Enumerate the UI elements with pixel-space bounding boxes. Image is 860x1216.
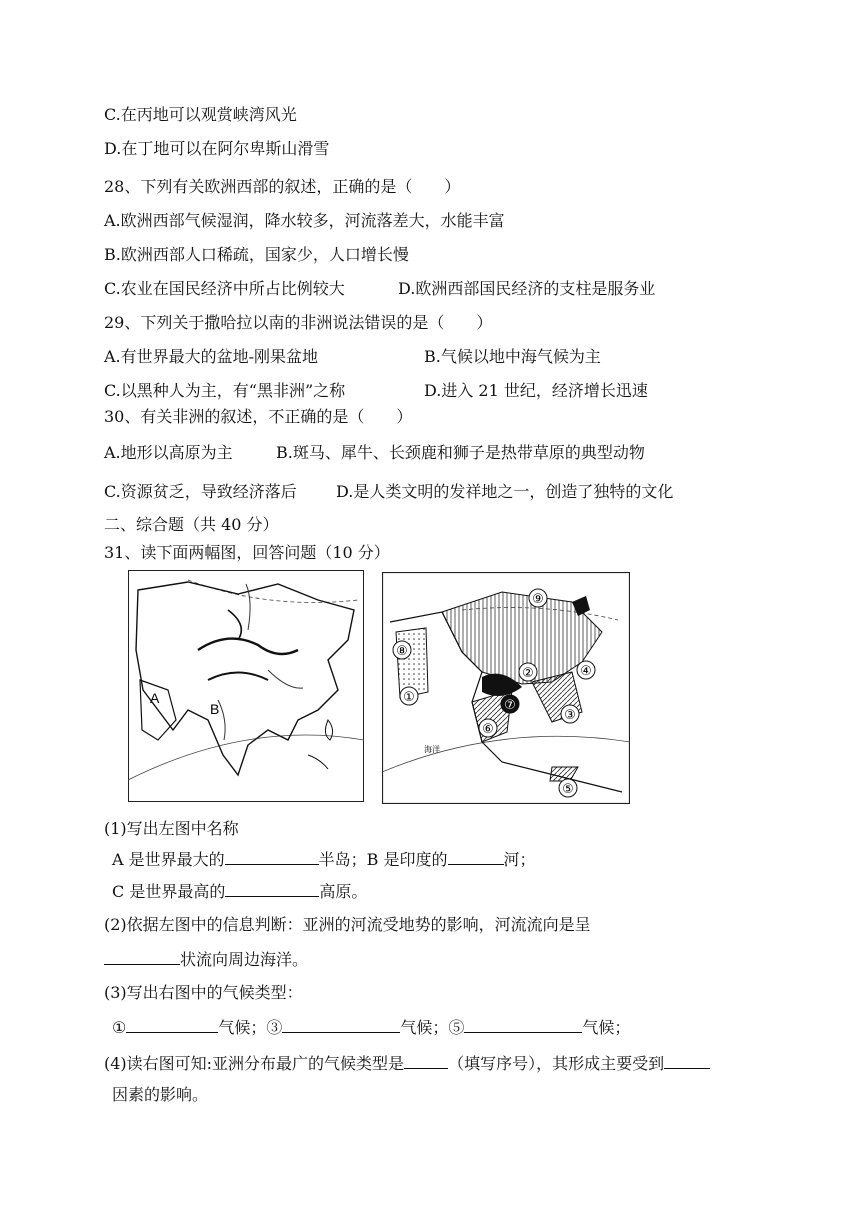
q31-part1-line-c: C 是世界最高的 高原。 bbox=[112, 882, 368, 901]
q29-stem: 29、下列关于撒哈拉以南的非洲说法错误的是（ ） bbox=[104, 313, 493, 332]
q29-option-c: C.以黑种人为主，有“黑非洲”之称 bbox=[104, 381, 346, 400]
q28-option-c: C.农业在国民经济中所占比例较大 bbox=[104, 279, 345, 298]
q30-option-b: B.斑马、犀牛、长颈鹿和狮子是热带草原的典型动物 bbox=[276, 443, 645, 462]
q30-option-d: D.是人类文明的发祥地之一，创造了独特的文化 bbox=[336, 482, 674, 501]
marker-5: ⑤ bbox=[562, 782, 574, 797]
q28-option-a: A.欧洲西部气候湿润，降水较多，河流落差大，水能丰富 bbox=[104, 211, 505, 230]
marker-7: ⑦ bbox=[504, 698, 516, 713]
q31-part4-line2: 因素的影响。 bbox=[112, 1085, 209, 1104]
q29-option-a: A.有世界最大的盆地-刚果盆地 bbox=[104, 347, 319, 366]
answer-blank-climate-3[interactable] bbox=[282, 1016, 400, 1033]
marker-1: ① bbox=[403, 690, 415, 705]
answer-blank-climate-5[interactable] bbox=[464, 1016, 582, 1033]
marker-6: ⑥ bbox=[482, 722, 494, 737]
q31-part2-line1: (2)依据左图中的信息判断：亚洲的河流受地势的影响，河流流向是呈 bbox=[104, 915, 591, 934]
q30-stem: 30、有关非洲的叙述，不正确的是（ ） bbox=[104, 407, 413, 426]
section-heading: 二、综合题（共 40 分） bbox=[104, 515, 279, 534]
q31-part4-line1: (4)读右图可知:亚洲分布最广的气候类型是 （填写序号），其形成主要受到 bbox=[104, 1052, 710, 1075]
answer-blank-c[interactable] bbox=[225, 880, 319, 897]
q27-option-d: D.在丁地可以在阿尔卑斯山滑雪 bbox=[104, 139, 330, 158]
marker-9: ⑨ bbox=[532, 592, 544, 607]
q31-part2-line2: 状流向周边海洋。 bbox=[104, 948, 308, 971]
q29-option-d: D.进入 21 世纪，经济增长迅速 bbox=[424, 381, 648, 400]
marker-2: ② bbox=[522, 666, 534, 681]
q29-option-b: B.气候以地中海气候为主 bbox=[424, 347, 601, 366]
answer-blank-a[interactable] bbox=[225, 848, 319, 865]
marker-8: ⑧ bbox=[396, 644, 408, 659]
q30-option-a: A.地形以高原为主 bbox=[104, 443, 233, 462]
sea-label: 海洋 bbox=[424, 745, 440, 754]
answer-blank-factor[interactable] bbox=[664, 1052, 710, 1069]
q31-part1-title: (1)写出左图中名称 bbox=[104, 819, 239, 838]
answer-blank-climate-1[interactable] bbox=[126, 1016, 218, 1033]
asia-relief-map bbox=[128, 570, 364, 802]
q31-part1-line-a: A 是世界最大的 半岛；B 是印度的 河； bbox=[112, 850, 536, 869]
q28-stem: 28、下列有关欧洲西部的叙述，正确的是（ ） bbox=[104, 177, 461, 196]
q31-part3-title: (3)写出右图中的气候类型： bbox=[104, 983, 303, 1002]
asia-climate-map bbox=[382, 572, 630, 804]
answer-blank-b[interactable] bbox=[448, 848, 504, 865]
label-a: A bbox=[150, 690, 160, 706]
marker-3: ③ bbox=[564, 708, 576, 723]
answer-blank-river-pattern[interactable] bbox=[104, 948, 180, 965]
q28-option-b: B.欧洲西部人口稀疏，国家少，人口增长慢 bbox=[104, 245, 409, 264]
answer-blank-widest-climate[interactable] bbox=[404, 1052, 448, 1069]
label-b: B bbox=[210, 701, 220, 717]
q31-part3-answers: ① 气候；③ 气候；⑤ 气候； bbox=[112, 1018, 631, 1037]
marker-4: ④ bbox=[580, 664, 592, 679]
q31-stem: 31、读下面两幅图，回答问题（10 分） bbox=[104, 543, 390, 562]
q30-option-c: C.资源贫乏，导致经济落后 bbox=[104, 482, 297, 501]
q27-option-c: C.在丙地可以观赏峡湾风光 bbox=[104, 105, 297, 124]
q28-option-d: D.欧洲西部国民经济的支柱是服务业 bbox=[398, 279, 656, 298]
